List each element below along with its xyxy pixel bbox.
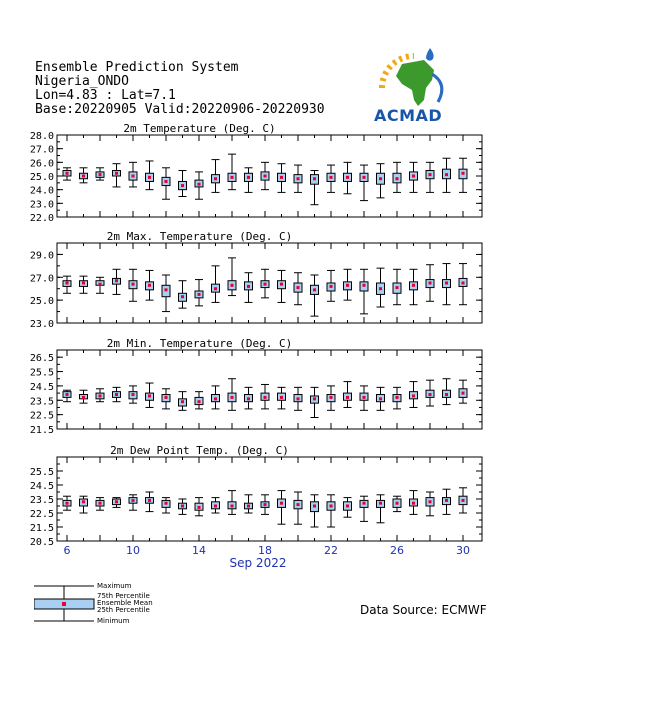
x-tick-label: 26 (390, 544, 404, 557)
mean-marker (82, 175, 85, 178)
mean-marker (363, 502, 366, 505)
panel-frame (57, 350, 482, 429)
legend-p75: 75th Percentile (97, 592, 150, 600)
panel-title: 2m Dew Point Temp. (Deg. C) (110, 444, 289, 457)
mean-marker (346, 284, 349, 287)
mean-marker (264, 396, 267, 399)
y-tick-label: 25.5 (29, 367, 54, 379)
legend-maximum: Maximum (97, 582, 132, 590)
mean-marker (280, 502, 283, 505)
y-tick-label: 27.0 (29, 273, 54, 285)
mean-marker (66, 282, 69, 285)
x-tick-label: 10 (126, 544, 140, 557)
mean-marker (181, 184, 184, 187)
mean-marker (330, 396, 333, 399)
y-tick-label: 24.0 (29, 185, 54, 197)
mean-marker (148, 499, 151, 502)
mean-marker (82, 500, 85, 503)
mean-marker (247, 505, 250, 508)
mean-marker (214, 287, 217, 290)
panel-title: 2m Max. Temperature (Deg. C) (106, 230, 293, 243)
mean-marker (445, 393, 448, 396)
mean-marker (198, 506, 201, 509)
y-tick-label: 24.5 (29, 481, 54, 492)
mean-marker (231, 505, 234, 508)
mean-marker (462, 282, 465, 285)
mean-marker (99, 502, 102, 505)
mean-marker (231, 176, 234, 179)
mean-marker (379, 502, 382, 505)
mean-marker (346, 505, 349, 508)
legend-mean: Ensemble Mean (97, 599, 153, 607)
mean-marker (412, 175, 415, 178)
logo-text: ACMAD (374, 106, 443, 125)
mean-marker (231, 396, 234, 399)
mean-marker (264, 503, 267, 506)
mean-marker (82, 282, 85, 285)
y-tick-label: 22.0 (29, 213, 54, 224)
mean-marker (313, 177, 316, 180)
mean-marker (445, 499, 448, 502)
mean-marker (396, 286, 399, 289)
mean-marker (330, 176, 333, 179)
mean-marker (165, 180, 168, 183)
mean-marker (148, 176, 151, 179)
mean-marker (99, 283, 102, 286)
header-line-3: Lon=4.83 : Lat=7.1 (35, 88, 176, 103)
mean-marker (412, 502, 415, 505)
mean-marker (412, 284, 415, 287)
mean-marker (396, 396, 399, 399)
mean-marker (396, 177, 399, 180)
mean-marker (280, 176, 283, 179)
mean-marker (445, 282, 448, 285)
mean-marker (379, 397, 382, 400)
y-tick-label: 25.5 (29, 467, 54, 478)
mean-marker (297, 177, 300, 180)
mean-marker (99, 394, 102, 397)
x-axis-label: Sep 2022 (229, 556, 287, 570)
header-line-2: Nigeria_ONDO (35, 74, 129, 89)
y-tick-label: 26.0 (29, 158, 54, 170)
mean-marker (214, 177, 217, 180)
mean-marker (66, 172, 69, 175)
mean-marker (429, 393, 432, 396)
mean-marker (198, 293, 201, 296)
mean-marker (379, 177, 382, 180)
mean-marker (247, 176, 250, 179)
mean-marker (165, 288, 168, 291)
x-tick-label: 30 (456, 544, 470, 557)
mean-marker (363, 284, 366, 287)
mean-marker (462, 172, 465, 175)
header-line-1: Ensemble Prediction System (35, 60, 239, 75)
y-tick-label: 20.5 (29, 537, 54, 548)
mean-marker (148, 284, 151, 287)
legend-box (34, 583, 104, 633)
mean-marker (214, 397, 217, 400)
mean-marker (198, 400, 201, 403)
mean-marker (462, 392, 465, 395)
mean-marker (297, 286, 300, 289)
mean-marker (165, 502, 168, 505)
mean-marker (247, 285, 250, 288)
mean-marker (99, 173, 102, 176)
mean-marker (181, 295, 184, 298)
mean-marker (165, 396, 168, 399)
y-tick-label: 25.0 (29, 172, 54, 183)
legend-p25: 25th Percentile (97, 606, 150, 614)
mean-marker (115, 172, 118, 175)
x-tick-label: 18 (258, 544, 272, 557)
mean-marker (132, 175, 135, 178)
mean-marker (396, 502, 399, 505)
mean-marker (264, 283, 267, 286)
mean-marker (280, 283, 283, 286)
y-tick-label: 23.0 (29, 319, 54, 330)
y-tick-label: 24.5 (29, 381, 54, 393)
legend-minimum: Minimum (97, 617, 130, 625)
x-tick-label: 22 (324, 544, 338, 557)
panel-title: 2m Temperature (Deg. C) (123, 122, 276, 135)
mean-marker (346, 176, 349, 179)
mean-marker (181, 505, 184, 508)
mean-marker (429, 500, 432, 503)
mean-marker (66, 393, 69, 396)
y-tick-label: 21.5 (29, 425, 54, 436)
mean-marker (313, 397, 316, 400)
mean-marker (363, 176, 366, 179)
mean-marker (462, 499, 465, 502)
y-tick-label: 21.5 (29, 523, 54, 534)
mean-marker (297, 503, 300, 506)
mean-marker (429, 173, 432, 176)
mean-marker (132, 499, 135, 502)
mean-marker (132, 393, 135, 396)
mean-marker (148, 394, 151, 397)
mean-marker (330, 505, 333, 508)
mean-marker (82, 396, 85, 399)
y-tick-label: 25.0 (29, 296, 54, 308)
mean-marker (231, 284, 234, 287)
mean-marker (313, 505, 316, 508)
mean-marker (264, 175, 267, 178)
mean-marker (445, 173, 448, 176)
mean-marker (115, 500, 118, 503)
mean-marker (412, 394, 415, 397)
x-tick-label: 14 (192, 544, 206, 557)
legend-mean-marker (62, 602, 66, 606)
mean-marker (247, 397, 250, 400)
panel-title: 2m Min. Temperature (Deg. C) (106, 337, 293, 350)
mean-marker (115, 279, 118, 282)
y-tick-label: 23.5 (29, 495, 54, 506)
mean-marker (330, 285, 333, 288)
y-tick-label: 22.5 (29, 410, 54, 422)
y-tick-label: 29.0 (29, 250, 54, 262)
mean-marker (214, 505, 217, 508)
y-tick-label: 23.5 (29, 396, 54, 408)
mean-marker (181, 400, 184, 403)
mean-marker (313, 288, 316, 291)
mean-marker (297, 397, 300, 400)
y-tick-label: 22.5 (29, 509, 54, 520)
y-tick-label: 23.0 (29, 199, 54, 211)
y-tick-label: 28.0 (29, 131, 54, 142)
y-tick-label: 26.5 (29, 353, 54, 365)
mean-marker (66, 502, 69, 505)
x-tick-label: 6 (63, 544, 71, 557)
mean-marker (280, 396, 283, 399)
mean-marker (429, 282, 432, 285)
mean-marker (346, 396, 349, 399)
y-tick-label: 27.0 (29, 144, 54, 156)
mean-marker (363, 396, 366, 399)
header-line-4: Base:20220905 Valid:20220906-20220930 (35, 102, 325, 117)
mean-marker (198, 183, 201, 186)
mean-marker (132, 283, 135, 286)
mean-marker (115, 393, 118, 396)
data-source: Data Source: ECMWF (360, 603, 487, 617)
mean-marker (379, 287, 382, 290)
